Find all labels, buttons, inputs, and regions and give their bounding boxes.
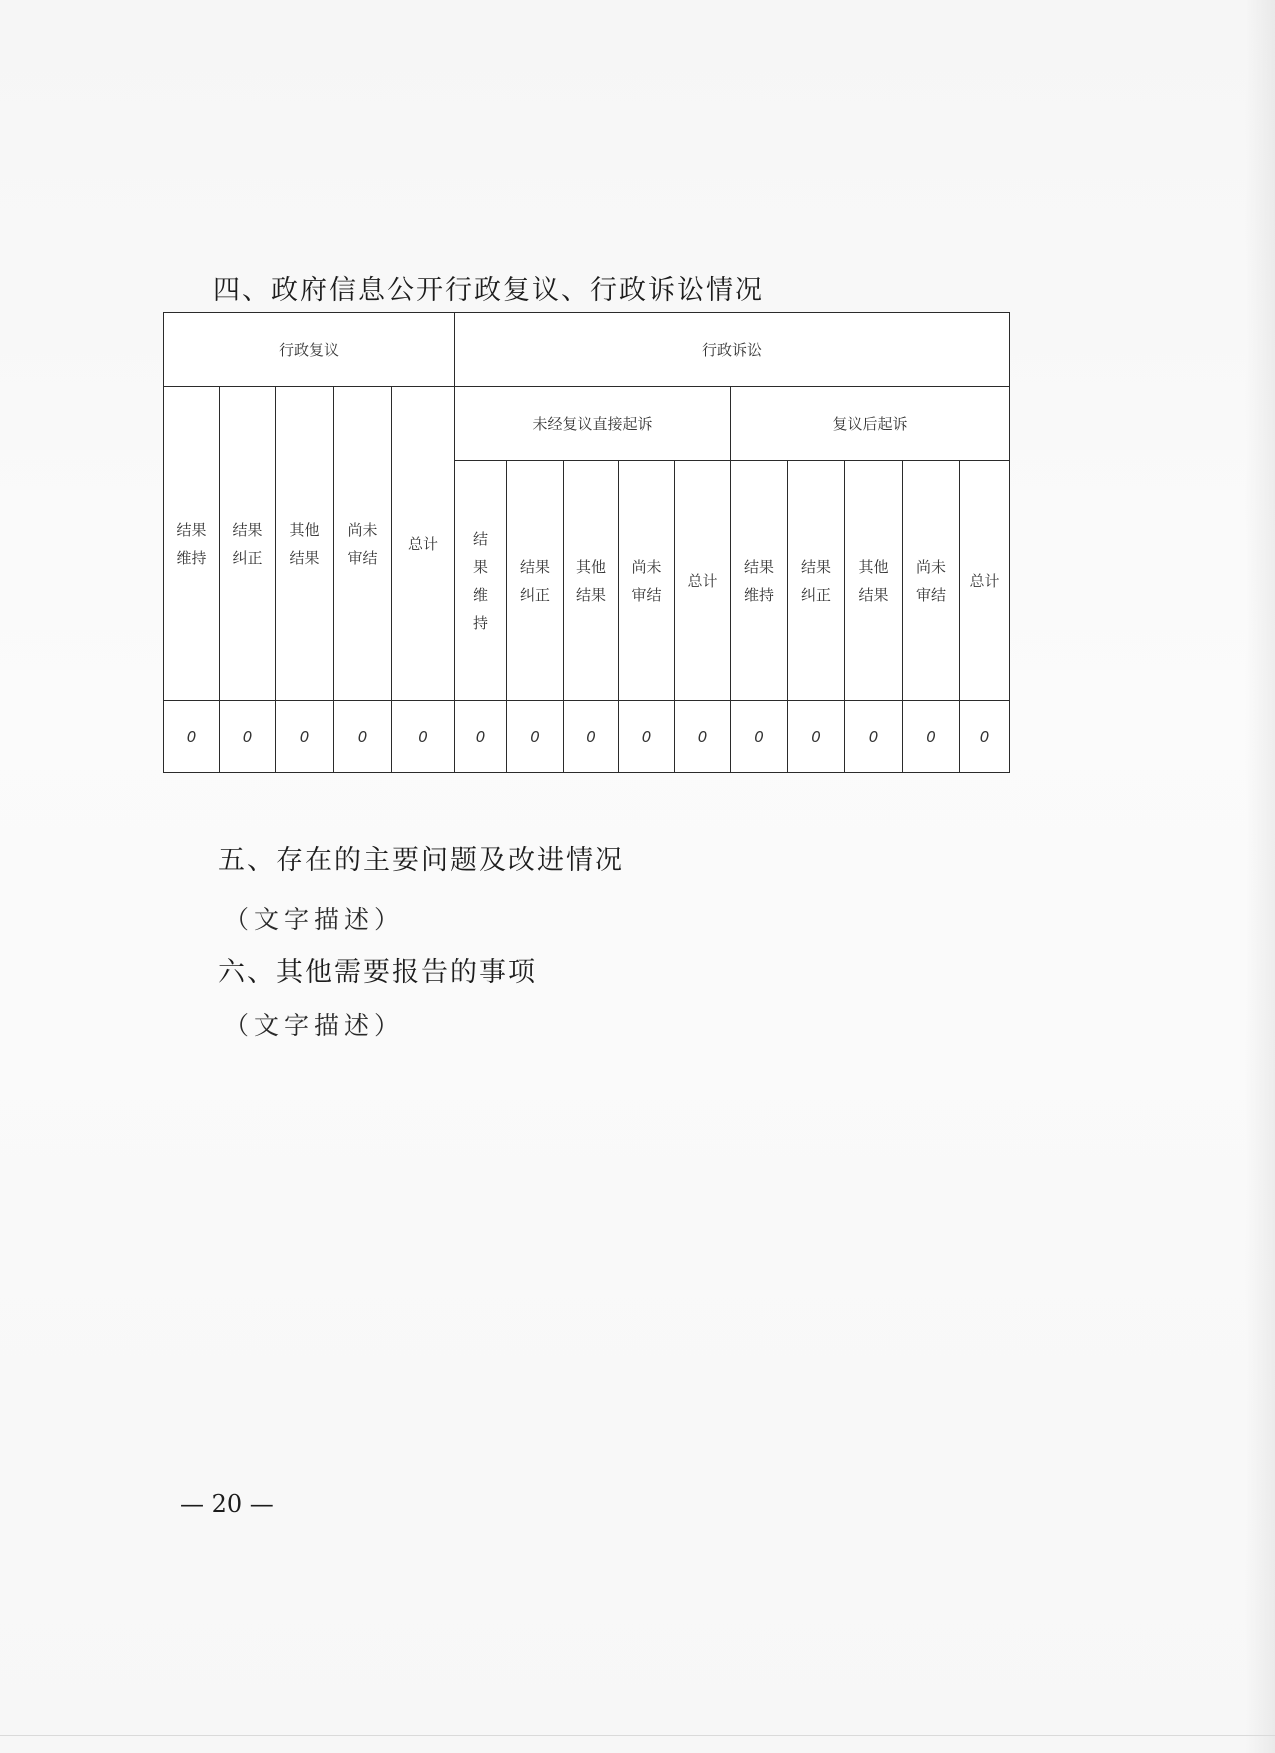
page-number: — 20 — — [180, 1490, 274, 1518]
after-other-header: 其他结果 — [845, 461, 903, 701]
direct-maintain-header: 结果维持 — [455, 461, 507, 701]
value-direct-maintain: 0 — [455, 701, 507, 773]
direct-total-header: 总计 — [675, 461, 731, 701]
scan-edge-shadow — [1245, 0, 1275, 1753]
value-review-correct: 0 — [220, 701, 276, 773]
table-values-row — [164, 701, 1010, 773]
section-5-heading: 五、存在的主要问题及改进情况 — [218, 845, 624, 876]
review-maintain-header: 结果维持 — [164, 387, 220, 701]
after-total-header: 总计 — [960, 461, 1010, 701]
after-review-suit-header: 复议后起诉 — [731, 387, 1010, 461]
section-4-heading: 四、政府信息公开行政复议、行政诉讼情况 — [213, 275, 764, 306]
table-header-row-1 — [164, 313, 1010, 387]
table-header-row-2 — [164, 387, 1010, 461]
admin-litigation-header: 行政诉讼 — [455, 313, 1010, 387]
value-review-other: 0 — [276, 701, 334, 773]
direct-other-header: 其他结果 — [564, 461, 619, 701]
value-direct-total: 0 — [675, 701, 731, 773]
after-pending-header: 尚未审结 — [903, 461, 960, 701]
review-pending-header: 尚未审结 — [334, 387, 392, 701]
review-litigation-table — [163, 312, 1010, 773]
section-6-description: （文字描述） — [224, 1011, 405, 1040]
value-after-pending: 0 — [903, 701, 960, 773]
after-maintain-header: 结果维持 — [731, 461, 788, 701]
section-5-description: （文字描述） — [224, 905, 405, 934]
review-total-header: 总计 — [392, 387, 455, 701]
review-other-header: 其他结果 — [276, 387, 334, 701]
section-6-heading: 六、其他需要报告的事项 — [218, 957, 537, 988]
admin-review-header: 行政复议 — [164, 313, 455, 387]
direct-correct-header: 结果纠正 — [507, 461, 564, 701]
value-after-maintain: 0 — [731, 701, 788, 773]
value-review-pending: 0 — [334, 701, 392, 773]
value-direct-correct: 0 — [507, 701, 564, 773]
direct-pending-header: 尚未审结 — [619, 461, 675, 701]
value-after-total: 0 — [960, 701, 1010, 773]
after-correct-header: 结果纠正 — [788, 461, 845, 701]
value-direct-pending: 0 — [619, 701, 675, 773]
direct-suit-header: 未经复议直接起诉 — [455, 387, 731, 461]
value-review-maintain: 0 — [164, 701, 220, 773]
value-after-other: 0 — [845, 701, 903, 773]
scan-bottom-edge — [0, 1735, 1275, 1736]
value-review-total: 0 — [392, 701, 455, 773]
value-after-correct: 0 — [788, 701, 845, 773]
review-correct-header: 结果纠正 — [220, 387, 276, 701]
value-direct-other: 0 — [564, 701, 619, 773]
